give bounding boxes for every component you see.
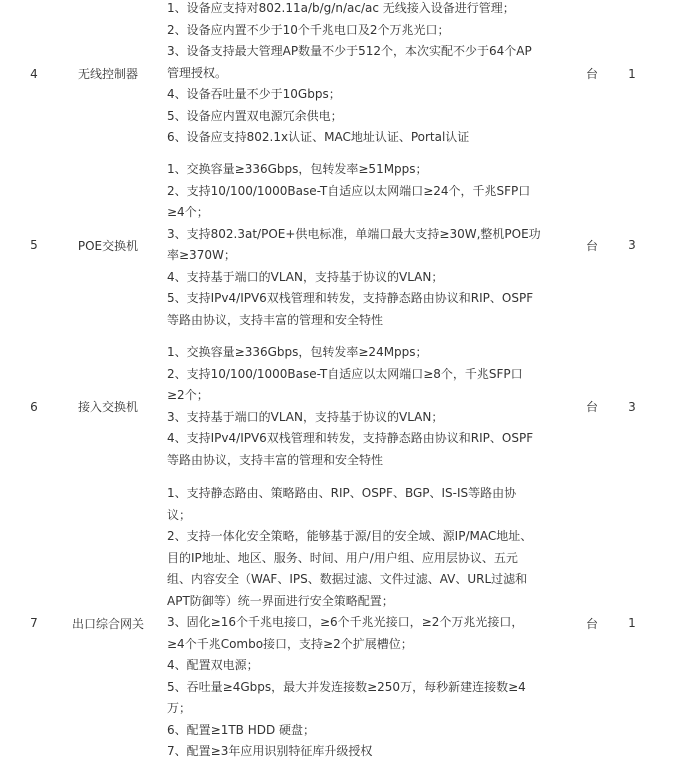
spec-line: ≥4个千兆Combo接口，支持≥2个扩展槽位；: [167, 636, 413, 651]
spec-line: 等路由协议，支持丰富的管理和安全特性: [167, 452, 384, 467]
spec-list: [167, 159, 572, 331]
spec-line: 5、设备应内置双电源冗余供电；: [167, 108, 343, 123]
spec-line: 5、吞吐量≥4Gbps，最大并发连接数≥250万，每秒新建连接数≥4: [167, 679, 526, 694]
quantity: 1: [628, 66, 636, 81]
table-row: [0, 483, 682, 763]
spec-line: 2、支持10/100/1000Base-T自适应以太网端口≥24个，千兆SFP口: [167, 183, 531, 198]
table-row: [0, 159, 682, 331]
item-name: 无线控制器: [77, 67, 138, 81]
spec-line: 3、固化≥16个千兆电接口，≥6个千兆光接口，≥2个万兆光接口，: [167, 615, 524, 629]
table-row: [0, 0, 682, 149]
quantity: 1: [628, 616, 636, 630]
row-number: 5: [30, 238, 38, 252]
spec-line: 1、交换容量≥336Gbps，包转发率≥51Mpps；: [167, 162, 428, 176]
spec-line: 管理授权。: [167, 65, 228, 80]
spec-list: [167, 342, 572, 471]
unit: 台: [585, 616, 598, 631]
spec-line: 率≥370W；: [167, 248, 236, 262]
item-name: 出口综合网关: [71, 616, 144, 631]
spec-line: 目的IP地址、地区、服务、时间、用户/用户组、应用层协议、五元: [167, 550, 518, 565]
item-name: POE交换机: [77, 238, 139, 253]
spec-line: 2、设备应内置不少于10个千兆电口及2个万兆光口；: [167, 22, 450, 37]
unit: 台: [585, 238, 598, 253]
quantity: 3: [628, 399, 636, 414]
unit: 台: [585, 400, 598, 414]
spec-line: 5、支持IPv4/IPV6双栈管理和转发，支持静态路由协议和RIP、OSPF: [167, 291, 534, 305]
spec-line: 1、设备应支持对802.11a/b/g/n/ac/ac 无线接入设备进行管理；: [167, 1, 515, 15]
spec-list: [167, 483, 572, 763]
row-number: 7: [30, 616, 38, 630]
item-name: 接入交换机: [77, 400, 138, 414]
spec-line: ≥2个；: [167, 388, 209, 402]
spec-line: 1、交换容量≥336Gbps，包转发率≥24Mpps；: [167, 345, 428, 359]
spec-line: 1、支持静态路由、策略路由、RIP、OSPF、BGP、IS-IS等路由协: [167, 486, 517, 500]
unit: 台: [585, 67, 598, 81]
spec-list: [167, 0, 572, 149]
spec-line: 3、支持802.3at/POE+供电标准，单端口最大支持≥30W,整机POE功: [167, 226, 541, 241]
spec-line: 7、配置≥3年应用识别特征库升级授权: [167, 744, 373, 758]
spec-line: 6、设备应支持802.1x认证、MAC地址认证、Portal认证: [167, 130, 470, 144]
spec-line: 议；: [167, 507, 192, 522]
spec-line: 4、设备吞吐量不少于10Gbps；: [167, 87, 341, 101]
spec-line: 6、配置≥1TB HDD 硬盘；: [167, 722, 316, 737]
spec-line: APT防御等）统一界面进行安全策略配置；: [167, 593, 394, 608]
spec-line: 3、支持基于端口的VLAN，支持基于协议的VLAN；: [167, 409, 444, 424]
spec-line: 4、支持IPv4/IPV6双栈管理和转发，支持静态路由协议和RIP、OSPF: [167, 431, 534, 445]
spec-line: 4、支持基于端口的VLAN，支持基于协议的VLAN；: [167, 269, 444, 284]
spec-line: ≥4个；: [167, 205, 209, 219]
spec-line: 2、支持10/100/1000Base-T自适应以太网端口≥8个，千兆SFP口: [167, 366, 523, 381]
spec-line: 2、支持一体化安全策略，能够基于源/目的安全域、源IP/MAC地址、: [167, 529, 533, 543]
table-row: [0, 342, 682, 471]
row-number: 4: [30, 66, 38, 81]
spec-line: 等路由协议，支持丰富的管理和安全特性: [167, 312, 384, 327]
spec-line: 组、内容安全（WAF、IPS、数据过滤、文件过滤、AV、URL过滤和: [167, 572, 528, 586]
row-number: 6: [30, 399, 38, 414]
quantity: 3: [628, 238, 636, 252]
spec-line: 万；: [167, 701, 192, 715]
spec-line: 3、设备支持最大管理AP数量不少于512个，本次实配不少于64个AP: [167, 44, 532, 58]
spec-line: 4、配置双电源；: [167, 658, 259, 672]
